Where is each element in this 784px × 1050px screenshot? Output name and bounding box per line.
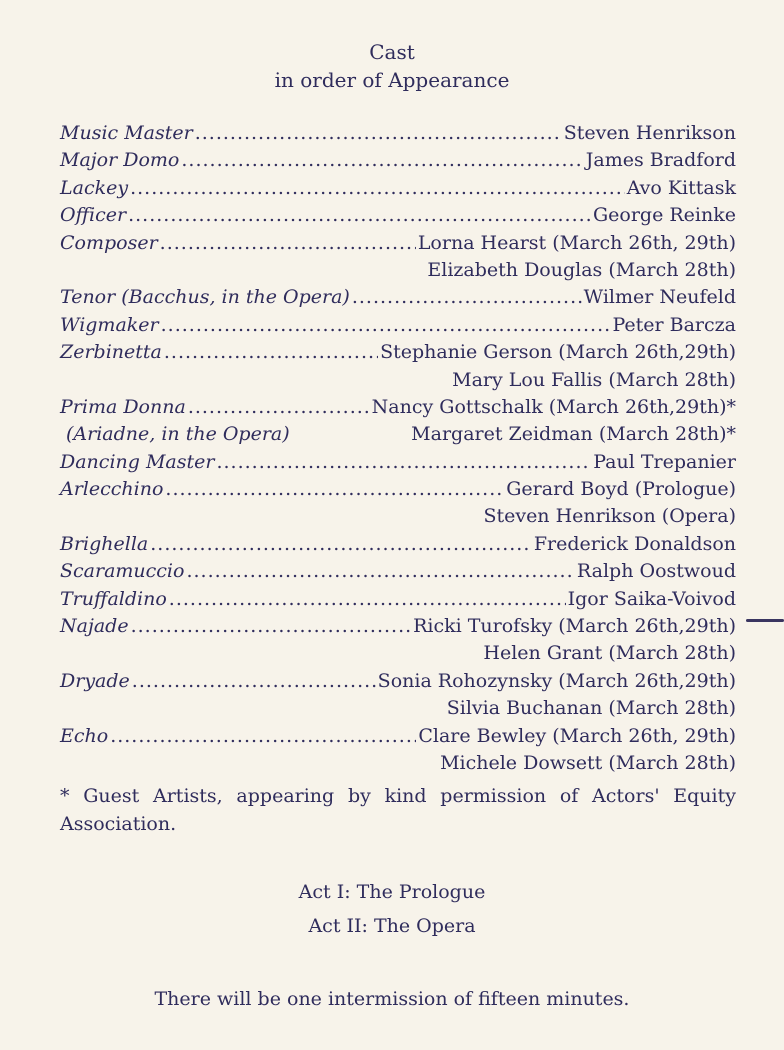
cast-row [60,449,736,476]
cast-row [60,750,736,777]
actor-name: Avo Kittask [626,176,736,199]
role-name: Major Domo [60,149,180,172]
cast-row [60,312,736,339]
cast-row [60,147,736,174]
role-name: Dancing Master [60,450,215,473]
actor-name: Sonia Rohozynsky (March 26th,29th) [377,669,736,692]
cast-row [60,640,736,667]
role-name: Composer [60,231,158,254]
actor-name: Clare Bewley (March 26th, 29th) [418,724,736,747]
dot-leader [169,586,566,613]
role-name: Officer [60,204,127,227]
dot-leader [128,202,591,229]
role-name: Lackey [60,176,129,199]
dot-leader [110,723,416,750]
cast-row [60,230,736,257]
cast-row [60,120,736,147]
dot-leader [195,120,562,147]
cast-row [60,503,736,530]
dot-leader [186,558,574,585]
cast-row [60,668,736,695]
dot-leader [181,147,583,174]
actor-name: George Reinke [592,204,736,227]
cast-row [60,202,736,229]
actor-name: Steven Henrikson [563,122,736,144]
guest-artists-note: * Guest Artists, appearing by kind permission of Actors' Equity Association. [60,785,736,835]
dot-leader [131,613,412,640]
dot-leader [216,449,591,476]
actor-name: Elizabeth Douglas (March 28th) [427,258,736,281]
actor-name: Stephanie Gerson (March 26th,29th) [380,341,736,364]
actor-name: Helen Grant (March 28th) [483,642,736,665]
role-name: Echo [60,724,109,747]
cast-title: Cast [369,40,415,64]
dot-leader [161,312,611,339]
actor-name: Ralph Oostwoud [576,560,736,583]
actor-name: Paul Trepanier [593,450,736,473]
actor-name: Lorna Hearst (March 26th, 29th) [417,231,736,254]
intermission-note: There will be one intermission of fifteen minutes. [154,988,630,1010]
act-two: Act II: The Opera [308,915,476,937]
dot-leader [160,230,416,257]
cast-list [60,120,736,777]
cast-row [60,476,736,503]
actor-name: Frederick Donaldson [533,532,736,555]
dot-leader [150,531,532,558]
actor-name: Igor Saika-Voivod [567,587,736,610]
role-name: (Ariadne, in the Opera) [66,423,290,446]
cast-row [60,558,736,585]
role-name: Prima Donna [60,395,186,418]
role-name: Music Master [60,122,193,144]
margin-dash-mark [746,619,784,622]
actor-name: Michele Dowsett (March 28th) [440,751,736,774]
actor-name: James Bradford [585,149,736,172]
cast-row [60,367,736,394]
cast-row [60,531,736,558]
dot-leader [352,284,582,311]
cast-row [60,339,736,366]
cast-subtitle: in order of Appearance [274,68,510,92]
dot-leader [165,476,504,503]
cast-row [60,175,736,202]
actor-name: Margaret Zeidman (March 28th)* [411,423,736,446]
role-name: Scaramuccio [60,560,185,583]
cast-row [60,723,736,750]
role-name: Najade [60,615,129,638]
actor-name: Wilmer Neufeld [583,286,736,309]
cast-row [60,613,736,640]
role-name: Wigmaker [60,313,159,336]
role-name: Brighella [60,532,149,555]
dot-leader [130,175,625,202]
actor-name: Peter Barcza [612,313,736,336]
cast-row [60,586,736,613]
dot-leader [132,668,376,695]
cast-row [60,394,736,421]
role-name: Zerbinetta [60,341,162,364]
actor-name: Ricki Turofsky (March 26th,29th) [413,615,736,638]
act-one: Act I: The Prologue [298,881,486,903]
role-name: Dryade [60,669,130,692]
actor-name: Mary Lou Fallis (March 28th) [452,368,736,391]
role-name: Arlecchino [60,478,164,501]
cast-row [60,257,736,284]
cast-row [60,284,736,311]
cast-row [60,695,736,722]
role-name: Truffaldino [60,587,167,610]
dot-leader [188,394,370,421]
actor-name: Steven Henrikson (Opera) [483,505,736,528]
actor-name: Gerard Boyd (Prologue) [506,478,736,501]
dot-leader [164,339,378,366]
actor-name: Silvia Buchanan (March 28th) [446,697,736,720]
cast-row [60,421,736,448]
role-name: Tenor (Bacchus, in the Opera) [60,286,350,309]
actor-name: Nancy Gottschalk (March 26th,29th)* [371,395,736,418]
